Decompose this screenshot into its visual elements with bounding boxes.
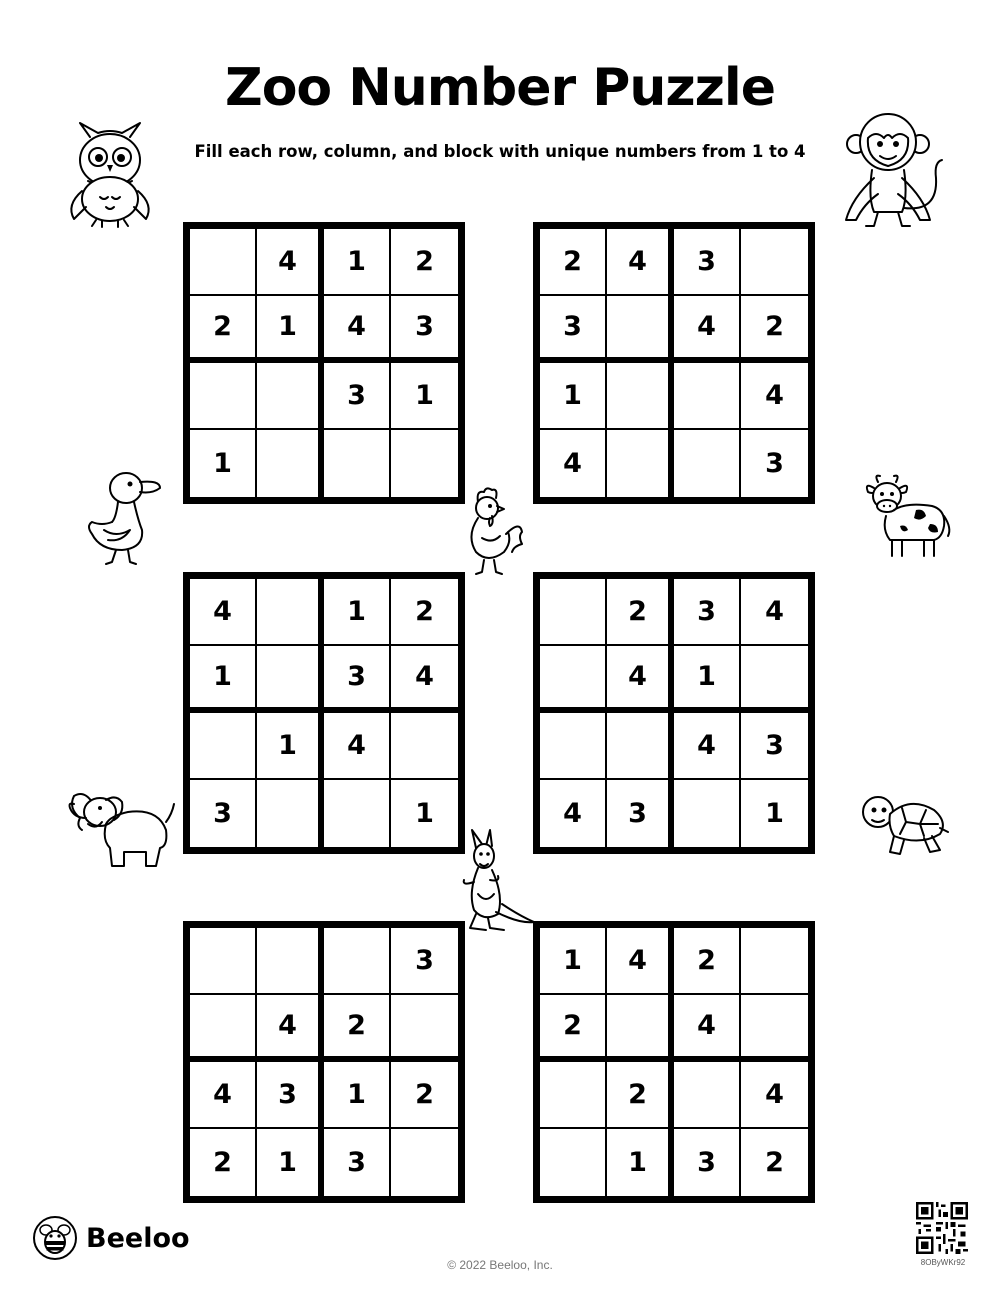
puzzle-cell[interactable]: 2	[741, 296, 808, 363]
puzzle-cell[interactable]: 4	[674, 995, 741, 1062]
puzzle-cell[interactable]: 3	[391, 296, 458, 363]
turtle-icon	[860, 792, 950, 862]
puzzle-cell[interactable]	[391, 713, 458, 780]
puzzle-cell[interactable]	[674, 363, 741, 430]
puzzle-cell[interactable]: 1	[190, 646, 257, 713]
puzzle-cell[interactable]	[190, 229, 257, 296]
puzzle-cell[interactable]: 3	[741, 713, 808, 780]
puzzle-cell[interactable]: 2	[324, 995, 391, 1062]
puzzle-cell[interactable]	[257, 780, 324, 847]
puzzle-cell[interactable]: 1	[765, 798, 784, 829]
puzzle-cell[interactable]: 2	[391, 1062, 458, 1129]
puzzle-grid-4	[533, 572, 815, 854]
puzzle-cell[interactable]	[324, 780, 391, 847]
puzzle-cell[interactable]	[190, 363, 257, 430]
copyright: © 2022 Beeloo, Inc.	[447, 1258, 553, 1272]
puzzle-cell[interactable]: 2	[674, 928, 741, 995]
monkey-icon	[838, 108, 948, 233]
puzzle-cell[interactable]	[257, 579, 324, 646]
puzzle-grid-6	[533, 921, 815, 1203]
puzzle-cell[interactable]: 1	[190, 430, 257, 497]
puzzle-cell[interactable]: 4	[607, 229, 674, 296]
puzzle-cell[interactable]: 3	[607, 780, 674, 847]
puzzle-cell[interactable]: 4	[257, 229, 324, 296]
puzzle-cell[interactable]: 4	[324, 713, 391, 780]
puzzle-cell[interactable]	[391, 430, 458, 497]
puzzle-cell[interactable]	[674, 430, 741, 497]
puzzle-cell[interactable]	[257, 430, 324, 497]
puzzle-cell[interactable]: 3	[190, 780, 257, 847]
puzzle-cell[interactable]: 2	[391, 579, 458, 646]
puzzle-cell[interactable]	[607, 430, 674, 497]
puzzle-cell[interactable]: 1	[324, 579, 391, 646]
puzzle-cell[interactable]	[540, 1129, 607, 1196]
puzzle-cell[interactable]: 4	[190, 579, 257, 646]
rooster-icon	[462, 486, 524, 580]
puzzle-cell[interactable]: 3	[674, 229, 741, 296]
puzzle-cell[interactable]	[607, 713, 674, 780]
puzzle-cell[interactable]	[540, 579, 607, 646]
puzzle-cell[interactable]	[257, 363, 324, 430]
puzzle-cell[interactable]	[540, 646, 607, 713]
puzzle-cell[interactable]: 4	[607, 646, 674, 713]
puzzle-cell[interactable]: 2	[190, 1129, 257, 1196]
kangaroo-icon	[460, 830, 536, 934]
qr-code-icon	[916, 1202, 968, 1254]
puzzle-cell[interactable]: 3	[674, 1129, 741, 1196]
puzzle-cell[interactable]	[257, 928, 324, 995]
puzzle-cell[interactable]: 3	[324, 646, 391, 713]
puzzle-grid-3	[183, 572, 465, 854]
puzzle-grid-2	[533, 222, 815, 504]
puzzle-cell[interactable]: 2	[607, 1062, 674, 1129]
puzzle-cell[interactable]: 1	[674, 646, 741, 713]
bee-logo-icon	[32, 1215, 78, 1261]
brand-name: Beeloo	[86, 1222, 190, 1254]
puzzle-cell[interactable]: 3	[674, 579, 741, 646]
puzzle-cell[interactable]: 3	[765, 448, 784, 479]
puzzle-cell[interactable]	[190, 713, 257, 780]
puzzle-cell[interactable]	[674, 1062, 741, 1129]
puzzle-cell[interactable]: 3	[540, 296, 607, 363]
puzzle-cell[interactable]	[190, 928, 257, 995]
puzzle-cell[interactable]	[324, 928, 391, 995]
puzzle-cell[interactable]: 2	[190, 296, 257, 363]
puzzle-cell[interactable]: 4	[540, 430, 607, 497]
puzzle-cell[interactable]: 2	[540, 995, 607, 1062]
puzzle-cell[interactable]	[741, 646, 808, 713]
puzzle-cell[interactable]	[391, 1129, 458, 1196]
puzzle-cell[interactable]: 4	[741, 1062, 808, 1129]
puzzle-cell[interactable]	[741, 995, 808, 1062]
puzzle-cell[interactable]	[391, 995, 458, 1062]
puzzle-cell[interactable]	[324, 430, 391, 497]
puzzle-cell[interactable]	[257, 646, 324, 713]
puzzle-cell[interactable]: 1	[257, 713, 324, 780]
puzzle-cell[interactable]: 1	[324, 229, 391, 296]
duck-icon	[82, 468, 164, 566]
puzzle-cell[interactable]: 1	[607, 1129, 674, 1196]
puzzle-cell[interactable]: 3	[391, 928, 458, 995]
puzzle-cell[interactable]: 1	[257, 296, 324, 363]
puzzle-cell[interactable]: 2	[540, 229, 607, 296]
puzzle-cell[interactable]	[540, 1062, 607, 1129]
puzzle-cell[interactable]: 3	[324, 1129, 391, 1196]
puzzle-cell[interactable]: 1	[415, 798, 434, 829]
cow-icon	[860, 472, 950, 562]
page-title: Zoo Number Puzzle	[225, 58, 775, 118]
puzzle-cell[interactable]: 4	[391, 646, 458, 713]
puzzle-grid-5	[183, 921, 465, 1203]
puzzle-cell[interactable]	[540, 713, 607, 780]
puzzle-cell[interactable]: 4	[607, 928, 674, 995]
puzzle-cell[interactable]: 2	[765, 1147, 784, 1178]
brand	[32, 1215, 190, 1261]
puzzle-cell[interactable]	[607, 363, 674, 430]
puzzle-cell[interactable]: 1	[257, 1129, 324, 1196]
puzzle-cell[interactable]: 4	[540, 780, 607, 847]
puzzle-cell[interactable]: 3	[324, 363, 391, 430]
puzzle-cell[interactable]: 4	[674, 713, 741, 780]
puzzle-cell[interactable]: 4	[257, 995, 324, 1062]
qr-code-label: 8OByWKr92	[920, 1258, 966, 1267]
owl-icon	[60, 115, 160, 230]
puzzle-cell[interactable]	[741, 229, 808, 296]
elephant-icon	[66, 790, 178, 868]
puzzle-cell[interactable]: 1	[391, 363, 458, 430]
puzzle-cell[interactable]: 1	[540, 363, 607, 430]
puzzle-cell[interactable]: 2	[607, 579, 674, 646]
puzzle-cell[interactable]: 1	[324, 1062, 391, 1129]
puzzle-cell[interactable]: 4	[324, 296, 391, 363]
puzzle-cell[interactable]: 3	[257, 1062, 324, 1129]
puzzle-cell[interactable]	[674, 780, 741, 847]
puzzle-cell[interactable]: 4	[741, 579, 808, 646]
puzzle-cell[interactable]	[741, 928, 808, 995]
puzzle-cell[interactable]	[607, 995, 674, 1062]
puzzle-cell[interactable]: 4	[190, 1062, 257, 1129]
instructions: Fill each row, column, and block with unique numbers from 1 to 4	[194, 142, 806, 161]
puzzle-grid-1	[183, 222, 465, 504]
puzzle-cell[interactable]: 1	[540, 928, 607, 995]
puzzle-cell[interactable]: 2	[391, 229, 458, 296]
puzzle-cell[interactable]	[190, 995, 257, 1062]
puzzle-cell[interactable]	[607, 296, 674, 363]
puzzle-cell[interactable]: 4	[674, 296, 741, 363]
puzzle-cell[interactable]: 4	[741, 363, 808, 430]
